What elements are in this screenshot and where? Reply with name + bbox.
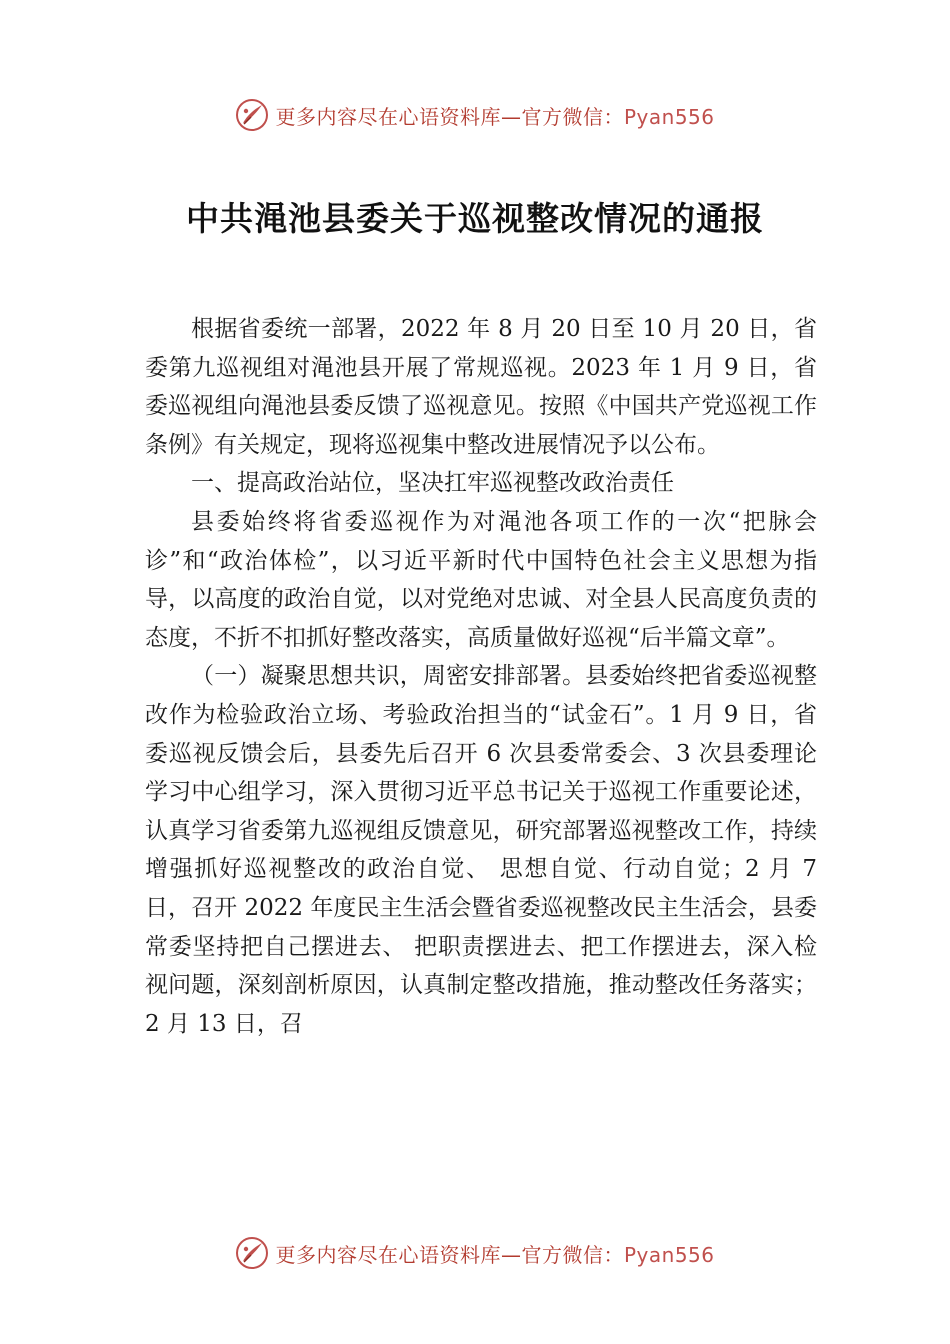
paragraph-section-one: 县委始终将省委巡视作为对渑池各项工作的一次“把脉会诊”和“政治体检”，以习近平新时代中国特色社会主义思想为指导，以高度的政治自觉，以对党绝对忠诚、对全县人民高度负责的态度，不折不扣抓好整改落实，高质量做好巡视“后半篇文章”。: [145, 508, 817, 651]
watermark-text: 更多内容尽在心语资料库—官方微信：Pyan556: [275, 104, 715, 129]
quill-logo-icon: [235, 98, 269, 132]
document-title: 中共渑池县委关于巡视整改情况的通报: [186, 199, 764, 238]
document-body: [145, 310, 817, 1043]
paragraph-subsection-one: （一）凝聚思想共识，周密安排部署。县委始终把省委巡视整改作为检验政治立场、考验政治担当的“试金石”。1 月 9 日，省委巡视反馈会后，县委先后召开 6 次县委常委会、3 次县委理论学习中心组学习，深入贯彻习近平总书记关于巡视工作重要论述，认真学习省委第九巡视组反馈意见，研究部署巡视整改工作，持续增强抓好巡视整改的政治自觉、 思想自觉、行动自觉；2 月 7 日，召开 2022 年度民主生活会暨省委巡视整改民主生活会，县委常委坚持把自己摆进去、 把职责摆进去、把工作摆进去，深入检视问题，深刻剖析原因，认真制定整改措施，推动整改任务落实；2 月 13 日，召: [145, 663, 817, 1037]
paragraph-intro: 根据省委统一部署，2022 年 8 月 20 日至 10 月 20 日，省委第九巡视组对渑池县开展了常规巡视。2023 年 1 月 9 日，省委巡视组向渑池县委反馈了巡视意见。按照《中国共产党巡视工作条例》有关规定，现将巡视集中整改进展情况予以公布。: [145, 316, 817, 458]
watermark-text: 更多内容尽在心语资料库—官方微信：Pyan556: [275, 1242, 715, 1267]
footer-watermark: [0, 1233, 950, 1273]
quill-logo-icon: [235, 1236, 269, 1270]
header-watermark: [0, 95, 950, 135]
section-heading: 一、提高政治站位，坚决扛牢巡视整改政治责任: [191, 470, 674, 497]
